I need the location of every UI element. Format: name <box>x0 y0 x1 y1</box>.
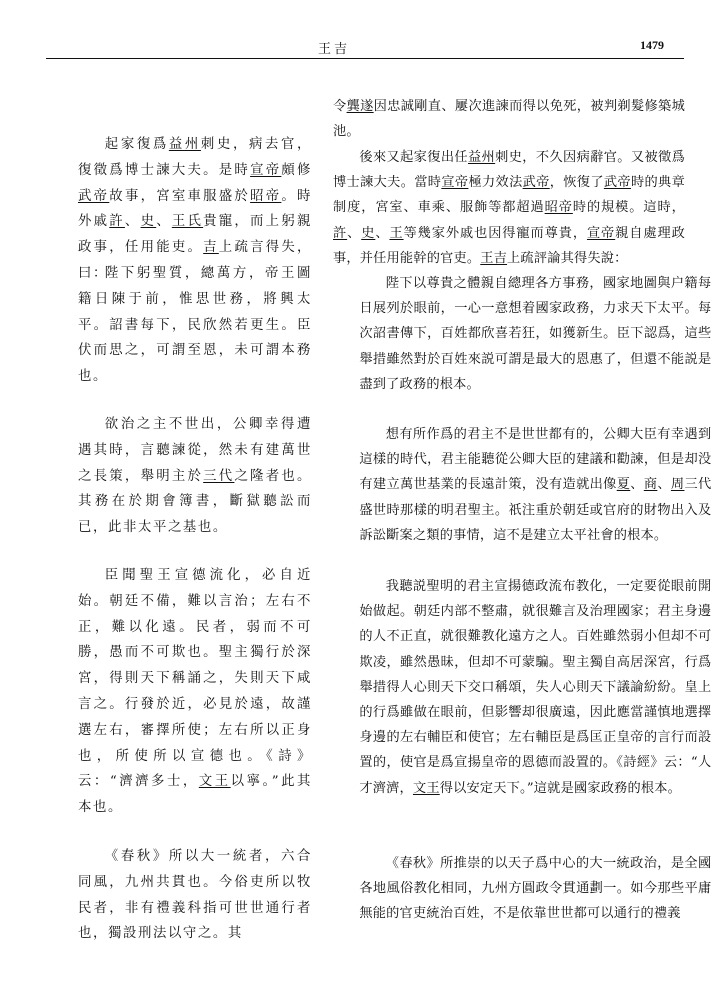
proper-name: 史 <box>140 214 157 230</box>
text-run: 、 <box>375 225 390 241</box>
text-run: 後來又起家復出任 <box>359 150 468 165</box>
proper-name: 史 <box>361 225 376 241</box>
proper-name: 夏 <box>616 477 631 493</box>
proper-name: 武帝 <box>603 175 631 191</box>
proper-name: 龔遂 <box>346 99 374 114</box>
proper-name: 宣帝 <box>586 225 616 241</box>
text-run: 上疏言得失，曰： <box>78 240 312 281</box>
proper-name: 武帝 <box>522 175 550 191</box>
text-run: 等幾家外戚也因得寵而尊貴， <box>403 225 587 241</box>
text-run: 、 <box>156 214 172 230</box>
text-run: 極力效法 <box>468 175 523 191</box>
text-run: 陛下躬聖質，總萬方，帝王圖籍日陳于前，惟思世務，將興太平。詔書每下，民欣然若更生。臣伏而思之，可謂至恩，未可謂本務也。 <box>78 266 312 385</box>
proper-name: 昭帝 <box>250 188 282 204</box>
text-run: 、 <box>124 214 141 230</box>
text-run: 時的規模。這時， <box>572 200 685 216</box>
proper-name: 周 <box>670 477 685 493</box>
text-run: 令 <box>333 99 347 114</box>
text-run: 三代盛世時那樣的明君聖主。祇注重於朝廷或官府的財物出入及訴訟斷案之類的事情，這不是建立太平社會的根本。 <box>359 477 712 543</box>
proper-name: 益州 <box>168 137 201 152</box>
text-run: 陛下以尊貴之體親自總理各方事務，國家地圖與户籍每日展列於眼前，一心一意想着國家政務，力求天下太平。每次詔書傳下，百姓都欣喜若狂，如獲新生。臣下認爲，這些舉措雖然對於百姓來説可謂是最大的恩惠了，但還不能説是盡到了政務的根本。 <box>359 276 712 392</box>
text-run: 刺史，病去官，復徵爲博士諫大夫。是時 <box>78 137 313 178</box>
proper-name: 宣帝 <box>250 162 282 178</box>
text-run: 《春秋》所推崇的以天子爲中心的大一統政治，是全國各地風俗教化相同，九州方圓政令貫通劃一。如今那些平庸無能的官吏統治百姓，不是依靠世世都可以通行的禮義 <box>359 856 712 922</box>
text-run: 以寧。”此其本也。 <box>78 774 312 816</box>
text-run: 《春秋》所以大一統者，六合同風，九州共貫也。今俗吏所以牧民者，非有禮義科指可世世通行者也，獨設刑法以守之。其 <box>78 849 312 942</box>
text-run: 時的典章制度，宮室、車乘、服飾等都超過 <box>333 175 685 216</box>
original-quote-4 <box>78 844 312 947</box>
text-run: ，恢復了 <box>549 175 604 191</box>
text-run: 想有所作爲的君主不是世世都有的，公卿大臣有幸遇到這樣的時代，君主能聽從公卿大臣的建議和勸諫，但是却没有建立萬世基業的長遠計策，没有造就出像 <box>359 427 712 493</box>
proper-name: 商 <box>643 477 658 493</box>
text-run: 上疏評論其得失說： <box>507 250 628 266</box>
proper-name: 文王 <box>412 780 440 796</box>
original-quote-3 <box>78 563 312 821</box>
text-run: 臣聞聖王宣德流化，必自近始。朝廷不備，難以言治；左右不正，難以化遠。民者，弱而不可勝，愚而不可欺也。聖主獨行於深宮，得則天下稱誦之，失則天下咸言之。行發於近，必見於遠，故謹選左右，審擇所使；左右所以正身也，所使所以宣德也。《詩》云：“濟濟多士， <box>78 568 312 790</box>
text-run: 、 <box>630 477 644 493</box>
translation-continuation <box>333 94 685 144</box>
text-run: 貴寵，而上躬親政事，任用能吏。 <box>78 214 312 256</box>
translation-quote-3 <box>333 574 711 801</box>
running-header-title: 王吉 <box>318 42 351 57</box>
original-quote-2 <box>78 412 312 541</box>
text-run: 之隆者也。其務在於期會簿書，斷獄聽訟而已，此非太平之基也。 <box>78 468 312 536</box>
proper-name: 文王 <box>198 774 231 790</box>
proper-name: 宣帝 <box>441 175 469 191</box>
header-rule <box>46 58 684 59</box>
text-run: 、 <box>657 477 671 493</box>
text-run: 起家復爲 <box>104 137 169 152</box>
proper-name: 昭帝 <box>544 200 573 216</box>
translation-quote-1 <box>333 271 711 397</box>
text-run: 我聽説聖明的君主宣揚德政流布教化，一定要從眼前開始做起。朝廷内部不整肅，就很難言及治理國家；君主身邊的人不正直，就很難教化遠方之人。百姓雖然弱小但却不可欺凌，雖然愚昧，但却不可蒙騙。聖主獨自高居深宮，行爲舉措得人心則天下交口稱頌，失人心則天下議論紛紛。皇上的行爲雖做在眼前，但影響却很廣遠，因此應當謹慎地選擇身邊的左右輔臣和使官；左右輔臣是爲匡正皇帝的言行而設置的，使官是爲宣揚皇帝的恩德而設置的。《詩經》云：“人才濟濟， <box>359 579 712 796</box>
text-run: 。時外戚 <box>78 188 313 230</box>
text-run: 頗修 <box>281 162 313 178</box>
text-run: 得以安定天下。”這就是國家政務的根本。 <box>439 780 682 796</box>
text-run: 親自處理政事，并任用能幹的官吏。 <box>333 225 685 266</box>
proper-name: 許 <box>333 225 348 241</box>
original-quote-1 <box>78 261 312 390</box>
proper-name: 吉 <box>203 240 219 256</box>
text-run: 欲治之主不世出，公卿幸得遭遇其時，言聽諫從，然未有建萬世之長策，舉明主於 <box>78 417 312 484</box>
proper-name: 益州 <box>467 150 496 165</box>
proper-name: 王 <box>389 225 404 241</box>
translation-quote-4 <box>333 851 711 927</box>
text-run: 、 <box>347 225 362 241</box>
translation-paragraph-1 <box>333 145 685 271</box>
proper-name: 武帝 <box>78 188 110 204</box>
translation-quote-2 <box>333 422 711 548</box>
page-number: 1479 <box>640 38 664 52</box>
text-run: 因忠誠剛直、屢次進諫而得以免死，被判剃髮修築城池。 <box>333 99 685 140</box>
proper-name: 王吉 <box>480 250 508 266</box>
proper-name: 三代 <box>203 468 235 484</box>
text-run: 刺史，不久因病辭官。又被徵爲博士諫大夫。當時 <box>333 150 685 191</box>
text-run: 故事，宮室車服盛於 <box>109 188 251 204</box>
proper-name: 許 <box>109 214 125 230</box>
proper-name: 王氏 <box>171 214 204 230</box>
